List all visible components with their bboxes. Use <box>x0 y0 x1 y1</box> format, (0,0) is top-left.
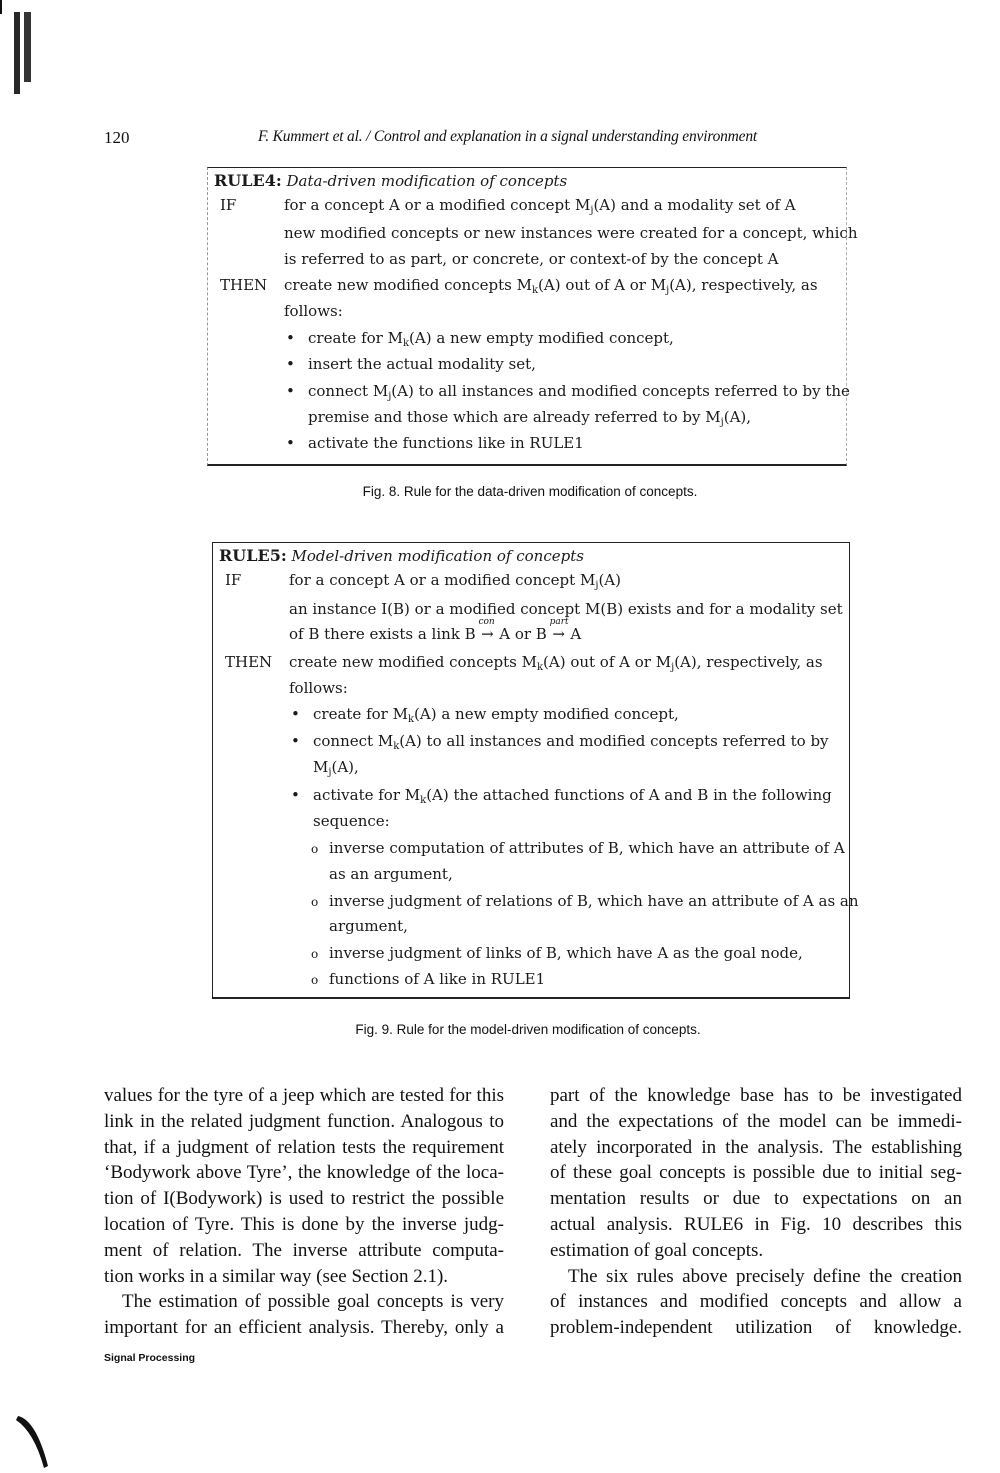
rule-title <box>219 543 584 569</box>
rule-name: Data-driven modification of concepts <box>286 172 568 190</box>
conclusion-line: follows: <box>289 679 348 697</box>
text-line: tion works in a similar way (see Section 2.1). <box>104 1265 449 1287</box>
body-column-right <box>550 1083 962 1341</box>
bullet-item: • activate for $M_k(A)$ the attached functions of A and B in the following <box>291 786 832 806</box>
if-keyword: IF <box>220 196 237 214</box>
text-line: link in the related judgment function. Analogous to <box>104 1110 504 1132</box>
text-line: and the expectations of the model can be immedi- <box>550 1110 962 1132</box>
running-head <box>0 128 1000 152</box>
rule-name: Model-driven modification of concepts <box>291 547 584 565</box>
rule-id: RULE4: <box>214 171 282 190</box>
rule4-box <box>207 167 858 466</box>
sub-bullet-item: o inverse judgment of relations of B, which have an attribute of A as an <box>311 892 859 910</box>
text-line: mentation results or due to expectations on an <box>550 1188 962 1210</box>
bullet-continuation: sequence: <box>313 812 390 830</box>
text-line: The six rules above precisely define the creation <box>568 1265 962 1287</box>
premise-line: an instance I(B) or a modified concept M(B) exists and for a modality set <box>289 600 843 618</box>
bullet-item: • create for $M_k(A)$ a new empty modified concept, <box>291 705 679 725</box>
sub-bullet-item: o inverse computation of attributes of B, which have an attribute of A <box>311 839 845 857</box>
running-title: F. Kummert et al. / Control and explanation in a signal understanding environment <box>258 128 758 145</box>
text-line: tion of I(Bodywork) is used to restrict the possible <box>104 1188 504 1210</box>
body-column-left <box>104 1083 504 1341</box>
text-line: ately incorporated in the analysis. The establishing <box>550 1136 962 1158</box>
premise-line: of B there exists a link B con → A or B part → A <box>289 621 581 647</box>
text-line: of instances and modified concepts and allow a <box>550 1291 962 1313</box>
sub-bullet-continuation: as an argument, <box>329 865 453 883</box>
premise-line: for a concept A or a modified concept $M_j(A)$ and a modality set of A <box>284 196 796 216</box>
page-number: 120 <box>104 128 130 147</box>
scan-artifact-tick <box>0 0 2 14</box>
text-line: actual analysis. RULE6 in Fig. 10 describes this <box>550 1213 962 1235</box>
rule-title <box>214 168 567 194</box>
bullet-item: • create for $M_k(A)$ a new empty modified concept, <box>286 329 674 349</box>
premise-line: is referred to as part, or concrete, or context-of by the concept A <box>284 250 779 268</box>
sub-bullet-item: o functions of A like in RULE1 <box>311 970 546 988</box>
text-line: important for an efficient analysis. Thereby, only a <box>104 1317 504 1339</box>
text-line: part of the knowledge base has to be investigated <box>550 1085 962 1106</box>
bullet-item: • insert the actual modality set, <box>286 355 536 373</box>
text-line: estimation of goal concepts. <box>550 1239 764 1261</box>
then-keyword: THEN <box>225 653 273 671</box>
premise-line: for a concept A or a modified concept $M_j(A)$ <box>289 571 621 591</box>
if-keyword: IF <box>225 571 242 589</box>
scan-artifact-binding-marks <box>12 12 36 94</box>
conclusion-line: create new modified concepts $M_k(A)$ out of A or $M_j(A)$, respectively, as <box>289 653 823 673</box>
scan-artifact-corner-mark <box>14 1410 54 1470</box>
bullet-item: • connect $M_j(A)$ to all instances and modified concepts referred to by the <box>286 382 850 402</box>
text-line: values for the tyre of a jeep which are tested for this <box>104 1085 504 1106</box>
text-line: of these goal concepts is possible due to initial seg- <box>550 1162 962 1184</box>
conclusion-line: create new modified concepts $M_k(A)$ out of A or $M_j(A)$, respectively, as <box>284 276 818 296</box>
figure-caption: Fig. 8. Rule for the data-driven modification of concepts. <box>362 484 698 499</box>
premise-line: new modified concepts or new instances were created for a concept, which <box>284 224 858 242</box>
con-link-arrow: con → <box>478 617 495 643</box>
conclusion-line: follows: <box>284 302 343 320</box>
journal-footer: Signal Processing <box>104 1352 196 1364</box>
part-link-arrow: part → <box>549 617 569 643</box>
text-line: problem-independent utilization of knowledge. <box>550 1317 962 1339</box>
text-line: location of Tyre. This is done by the inverse judg- <box>104 1213 504 1235</box>
then-keyword: THEN <box>220 276 268 294</box>
text-line: that, if a judgment of relation tests the requirement <box>104 1136 504 1158</box>
bullet-item: • activate the functions like in RULE1 <box>286 434 584 452</box>
bullet-continuation: premise and those which are already referred to by $M_j(A)$, <box>308 408 752 428</box>
bullet-continuation: $M_j(A)$, <box>313 758 359 778</box>
sub-bullet-continuation: argument, <box>329 917 408 935</box>
text-line: ment of relation. The inverse attribute computa- <box>104 1239 504 1261</box>
bullet-item: • connect $M_k(A)$ to all instances and modified concepts referred to by <box>291 732 829 752</box>
text-line: The estimation of possible goal concepts is very <box>122 1291 504 1313</box>
text-line: ‘Bodywork above Tyre’, the knowledge of the loca- <box>104 1162 504 1184</box>
rule-id: RULE5: <box>219 546 287 565</box>
sub-bullet-item: o inverse judgment of links of B, which have A as the goal node, <box>311 944 803 962</box>
figure-caption: Fig. 9. Rule for the model-driven modification of concepts. <box>355 1022 701 1037</box>
rule5-box <box>212 542 859 999</box>
